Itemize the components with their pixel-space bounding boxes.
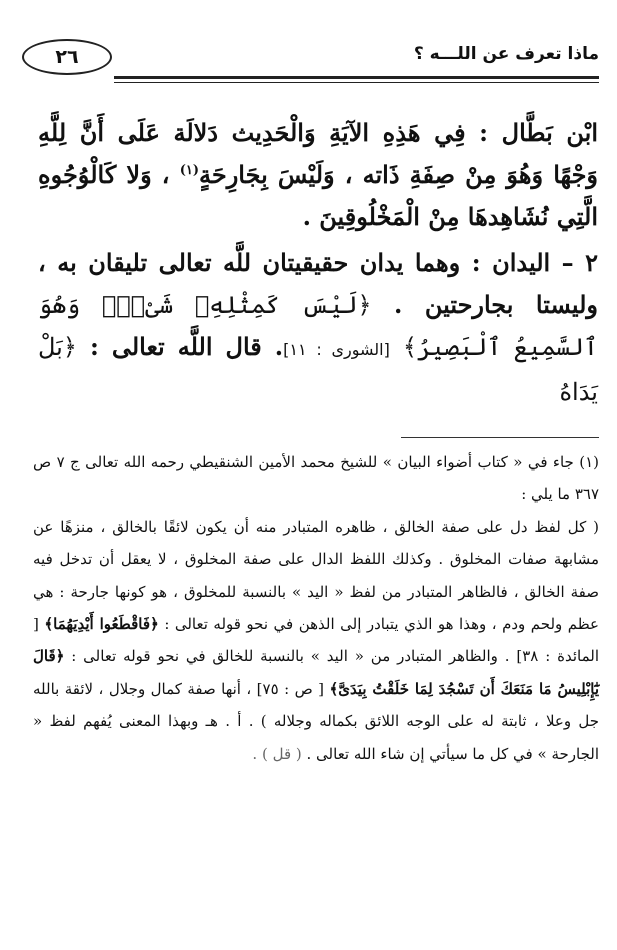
paragraph-text: وهما يدان حقيقيتان للَّه تعالى تليقان به ، وليستا بجارحتين . bbox=[38, 248, 599, 319]
quran-verse: ﴿فَاقْطَعُوا أَيْدِيَهُمَا﴾ bbox=[44, 615, 159, 634]
quran-verse: ﴿قَالَ يَٰٓإِبْلِيسُ مَا مَنَعَكَ أَن تَسْجُدَ لِمَا خَلَقْتُ بِيَدَىَّ﴾ bbox=[33, 647, 599, 698]
main-text bbox=[38, 112, 598, 417]
paragraph-text-continued: . قال اللَّه تعالى : bbox=[89, 332, 284, 361]
quran-verse-start: ﴿بَلْ يَدَاهُ bbox=[38, 333, 598, 406]
paragraph-text-continued: ، وَلا كَالْوُجُوهِ الَّتِي نُشَاهِدهَا مِنْ الْمَخْلُوقِينَ . bbox=[38, 160, 598, 231]
page-number: ٢٦ bbox=[22, 39, 112, 75]
paragraph-ibn-battal bbox=[38, 112, 598, 238]
page-header bbox=[22, 36, 599, 106]
header-rule-thin bbox=[114, 82, 599, 83]
running-title: ماذا تعرف عن اللـــه ؟ bbox=[413, 44, 599, 64]
footnote-text: [ المائدة : ٣٨] . والظاهر المتبادر من « اليد » بالنسبة للخالق في نحو قوله تعالى : bbox=[33, 615, 599, 666]
editor-mark: ( قل ) . bbox=[252, 744, 302, 763]
paragraph-text: ابْن بَطَّال : فِي هَذِهِ الآيَةِ وَالْحَدِيث دَلالَة عَلَى أَنَّ لِلَّهِ وَجْهًا وَهُوَ مِنْ صِفَةِ ذَاته ، وَلَيْسَ بِجَارِحَةٍ bbox=[38, 118, 599, 189]
verse-reference: [الشورى : ١١] bbox=[283, 340, 390, 359]
footnote-line: (١) جاء في « كتاب أضواء البيان » للشيخ محمد الأمين الشنقيطي رحمه الله تعالى ج ٧ ص ٣٦٧ ما يلي : bbox=[33, 453, 600, 504]
header-rule bbox=[114, 76, 599, 79]
footnotes bbox=[33, 446, 599, 770]
item-heading: ٢ – اليدان : bbox=[471, 248, 598, 277]
quran-verse: ﴿لَيْسَ كَمِثْلِهِۦ شَىْءٌۖ وَهُوَ ٱلسَّمِيعُ ٱلْبَصِيرُ﴾ bbox=[38, 291, 598, 361]
paragraph-hands bbox=[38, 242, 598, 413]
footnote-text: [ ص : ٧٥] ، أنها صفة كمال وجلال ، لائقة بالله جل وعلا ، ثابتة له على الوجه اللائق بكماله وجلاله ) . أ . هـ وبهذا المعنى يُفهم لفظ « الجارحة » في كل ما سيأتي إن شاء الله تعالى . bbox=[33, 679, 600, 763]
footnote-divider bbox=[401, 437, 599, 438]
footnote-text: ( كل لفظ دل على صفة الخالق ، ظاهره المتبادر منه أن يكون لائقًا بالخالق ، منزهًا عن مشابهة صفات المخلوق . وكذلك اللفظ الدال على صفة المخلوق ، لا يعقل أن تدخل فيه صفة الخالق ، فالظاهر المتبادر من لفظ « اليد » بالنسبة للمخلوق ، هو كونها جارحة : هي عظم ولحم ودم ، وهذا هو الذي يتبادر إلى الذهن في نحو قوله تعالى : bbox=[33, 517, 599, 634]
footnote-reference: (١) bbox=[179, 163, 199, 178]
footnote-paragraph bbox=[33, 511, 599, 770]
